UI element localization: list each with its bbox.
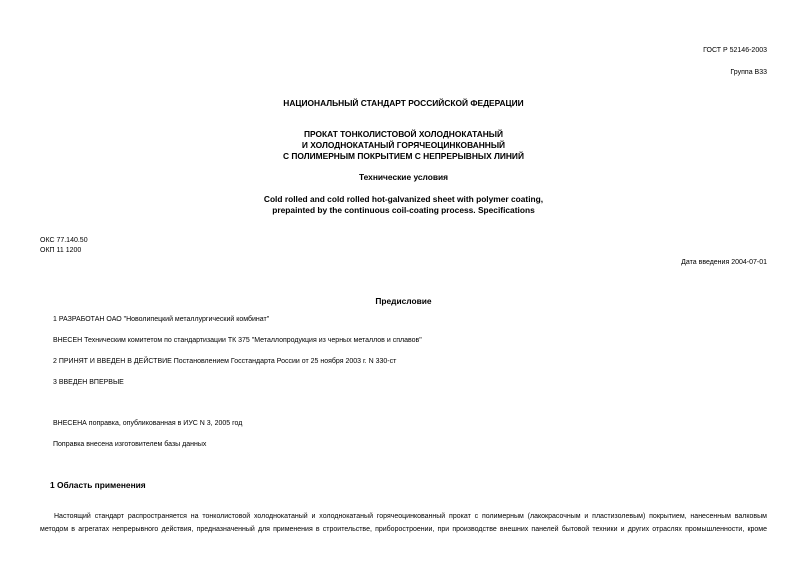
- section-heading: 1 Область применения: [50, 480, 146, 490]
- foreword-item: ВНЕСЕН Техническим комитетом по стандартизации ТК 375 "Металлопродукция из черных металлов и сплавов": [53, 337, 422, 344]
- english-title-line: Cold rolled and cold rolled hot-galvanized sheet with polymer coating,: [263, 194, 544, 204]
- standard-group: Группа В33: [730, 69, 767, 76]
- english-title: [0, 194, 807, 216]
- foreword-item: 2 ПРИНЯТ И ВВЕДЕН В ДЕЙСТВИЕ Постановлением Госстандарта России от 25 ноября 2003 г. N 330-ст: [53, 358, 397, 365]
- foreword-item: 3 ВВЕДЕН ВПЕРВЫЕ: [53, 379, 124, 386]
- standard-name-line: ПРОКАТ ТОНКОЛИСТОВОЙ ХОЛОДНОКАТАНЫЙ: [303, 129, 504, 139]
- english-title-line: prepainted by the continuous coil-coating process. Specifications: [272, 205, 535, 215]
- standard-subtitle: Технические условия: [358, 172, 449, 182]
- okp-code: ОКП 11 1200: [40, 247, 82, 254]
- standard-number: ГОСТ Р 52146-2003: [703, 47, 767, 54]
- foreword-item: Поправка внесена изготовителем базы данных: [53, 441, 207, 448]
- oks-code: ОКС 77.140.50: [40, 237, 88, 244]
- foreword-item: ВНЕСЕНА поправка, опубликованная в ИУС N 3, 2005 год: [53, 420, 243, 427]
- section-paragraph-line: методом в агрегатах непрерывного действия, предназначенный для применения в строительстве, приборостроении, при производстве внешних панелей бытовой техники и других отраслях промышленности, кроме: [40, 526, 767, 533]
- section-paragraph-line: Настоящий стандарт распространяется на тонколистовой холоднокатаный и холоднокатаный горячеоцинкованный прокат с полимерным (лакокрасочным и пластизолевым) покрытием, нанесенным валковым: [54, 513, 767, 520]
- standard-name-line: И ХОЛОДНОКАТАНЫЙ ГОРЯЧЕОЦИНКОВАННЫЙ: [301, 140, 506, 150]
- standard-name: [0, 129, 807, 162]
- effective-date: Дата введения 2004-07-01: [681, 259, 767, 266]
- national-standard-title: НАЦИОНАЛЬНЫЙ СТАНДАРТ РОССИЙСКОЙ ФЕДЕРАЦИИ: [283, 98, 524, 108]
- foreword-heading: Предисловие: [375, 296, 432, 306]
- foreword-item: 1 РАЗРАБОТАН ОАО "Новолипецкий металлургический комбинат": [53, 316, 270, 323]
- standard-name-line: С ПОЛИМЕРНЫМ ПОКРЫТИЕМ С НЕПРЕРЫВНЫХ ЛИНИЙ: [283, 151, 524, 161]
